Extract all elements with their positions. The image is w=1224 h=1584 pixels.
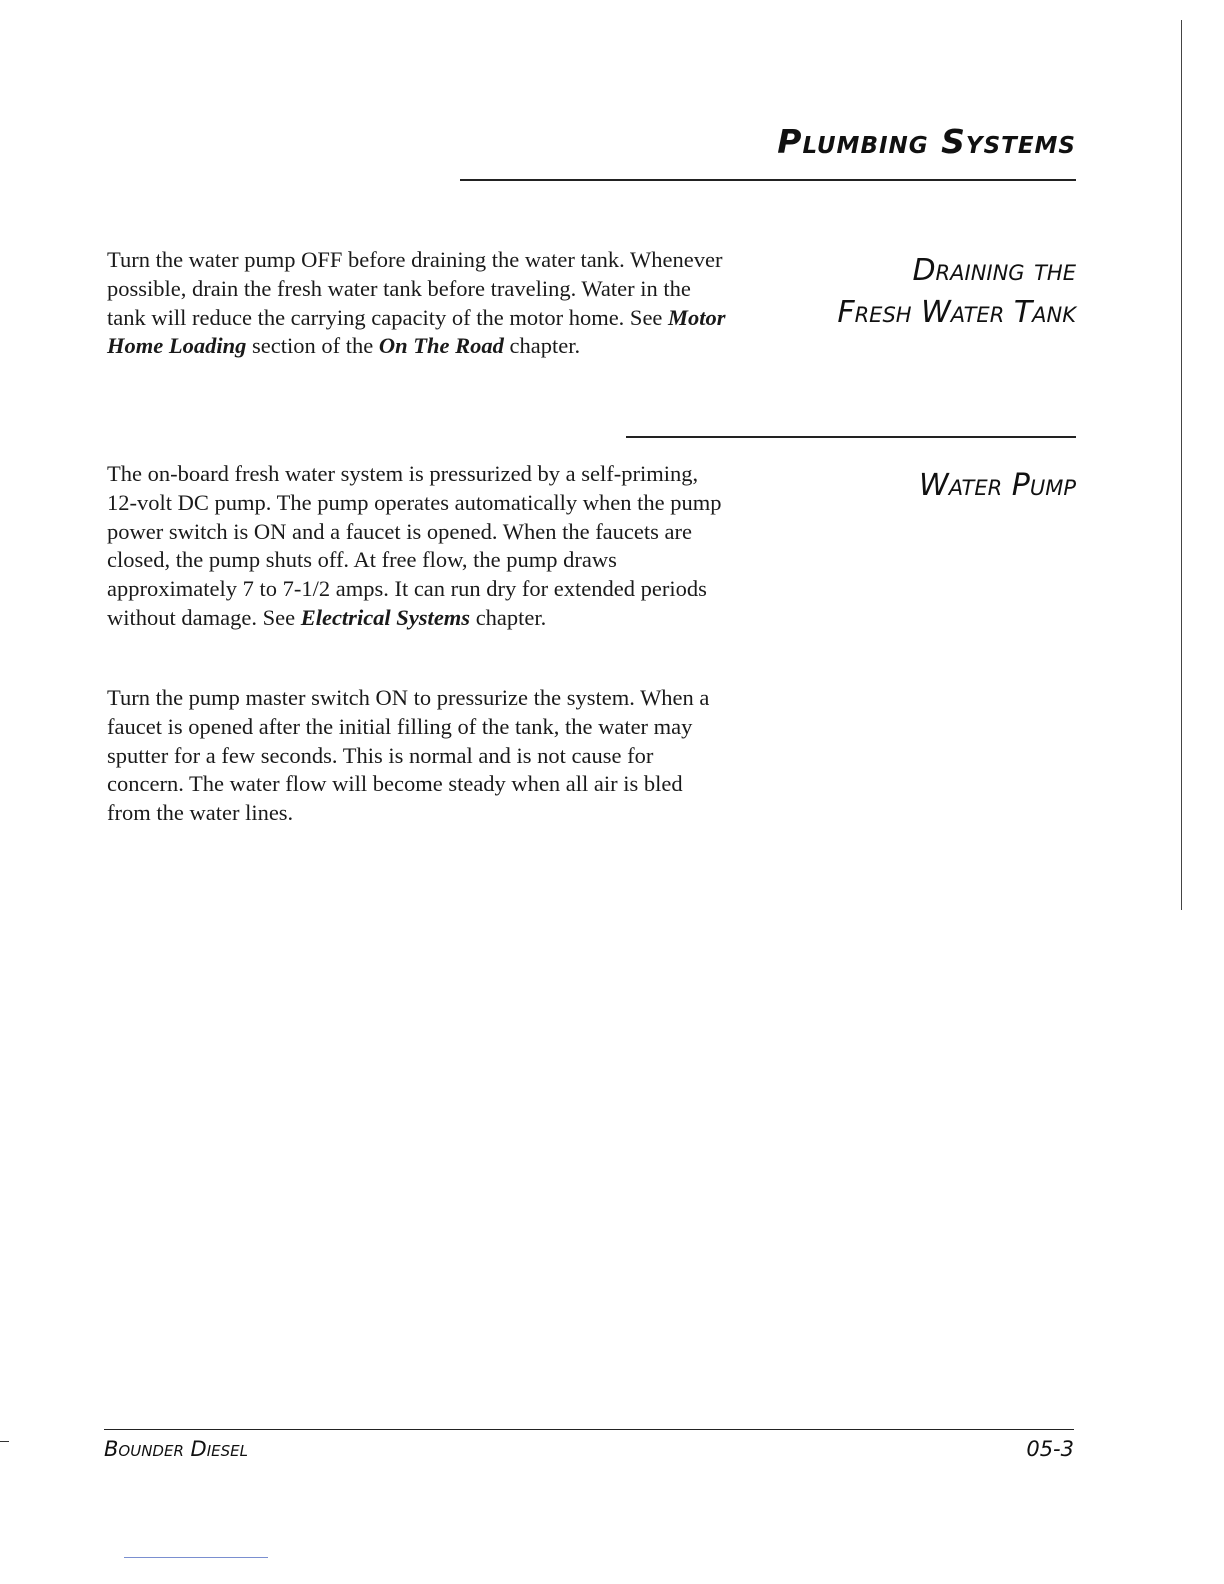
section-title-water-pump: Water Pump: [919, 468, 1076, 503]
reference-on-the-road: On The Road: [378, 333, 504, 359]
draining-text-2: section of the: [246, 333, 379, 359]
scan-edge-line: [1181, 20, 1182, 910]
water-pump-paragraph-2: Turn the pump master switch ON to pressurize the system. When a faucet is opened after the initial filling of the tank, the water may sputter for a few seconds. This is normal and is not cause for concern. The water flow will become steady when all air is bled from the water lines.: [107, 685, 710, 826]
scan-underline-artifact: [124, 1557, 268, 1558]
reference-electrical-systems: Electrical Systems: [300, 604, 471, 630]
draining-text-3: chapter.: [503, 333, 581, 359]
section-title-draining-line2: Fresh Water Tank: [837, 295, 1076, 330]
draining-paragraph: [107, 246, 727, 361]
chapter-title: Plumbing Systems: [777, 122, 1076, 161]
footer-rule: [104, 1429, 1074, 1430]
section-title-draining: [837, 250, 1076, 334]
draining-text-1: Turn the water pump OFF before draining the water tank. Whenever possible, drain the fresh water tank before traveling. Water in the tank will reduce the carrying capacity of the motor home. See: [107, 247, 723, 330]
water-pump-text-2: chapter.: [470, 604, 547, 630]
section-title-draining-line1: Draining the: [912, 253, 1076, 288]
section-divider: [626, 436, 1076, 438]
water-pump-paragraph-1: [107, 460, 727, 633]
page-number: 05-3: [1026, 1437, 1074, 1461]
reference-motor-home-loading: Motor Home Loading: [107, 304, 726, 359]
water-pump-text-1: The on-board fresh water system is pressurized by a self-priming, 12-volt DC pump. The pump operates automatically when the pump power switch is ON and a faucet is opened. When the faucets are closed, the pump shuts off. At free flow, the pump draws approximately 7 to 7-1/2 amps. It can run dry for extended periods without damage. See: [107, 461, 722, 630]
footer-title: Bounder Diesel: [104, 1437, 248, 1461]
scan-margin-mark: [0, 1441, 9, 1442]
header-rule: [460, 179, 1076, 181]
